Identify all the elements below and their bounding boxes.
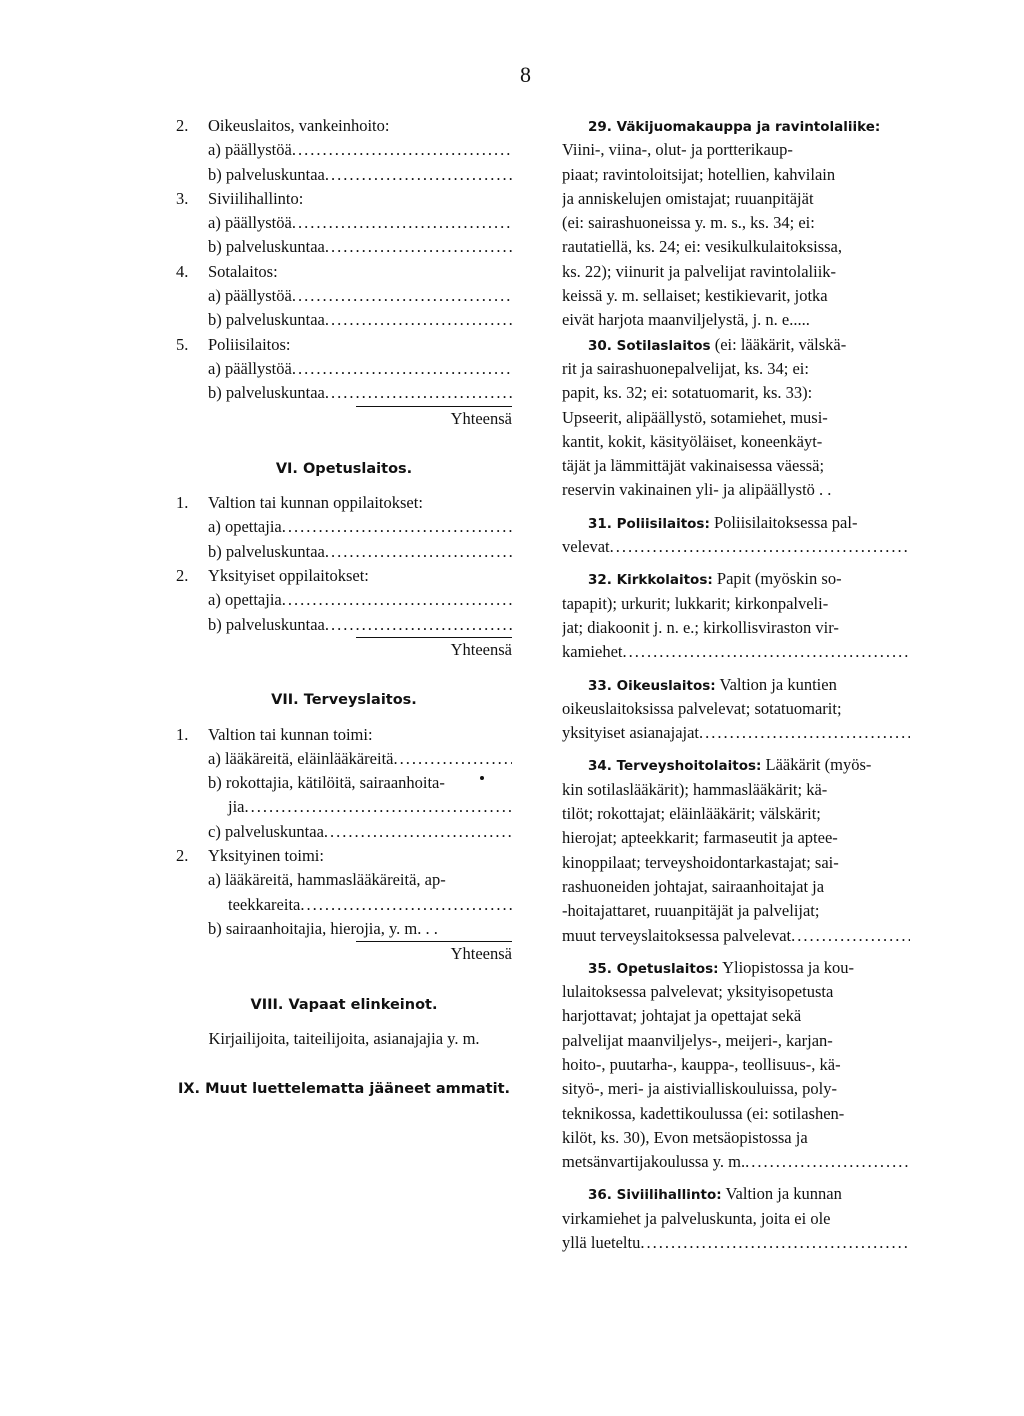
entry-30-line: Upseerit, alipäällystö, sotamiehet, musi- <box>562 407 828 427</box>
entry-34-line: kinoppilaat; terveyshoidontarkastajat; sai- <box>562 852 839 872</box>
entry-29-line: ja anniskelujen omistajat; ruuanpitäjät <box>562 188 814 208</box>
entry-32-line: tapapit); urkurit; lukkarit; kirkonpalveli- <box>562 593 829 613</box>
left-column <box>176 114 512 1101</box>
entry-33-last: yksityiset asianajajat ..... <box>562 721 910 745</box>
vi-2-a: a) opettajia ..... <box>176 588 512 612</box>
section-2-b: b) palveluskuntaa ..... <box>176 163 512 187</box>
section-3-a: a) päällystöä ..... <box>176 211 512 235</box>
entry-32-last: kamiehet ..... <box>562 640 910 664</box>
entry-32-line: jat; diakoonit j. n. e.; kirkollisviraston vir- <box>562 617 839 637</box>
entry-29-line: keissä y. m. sellaiset; kestikievarit, jotka <box>562 286 828 306</box>
page-number: 8 <box>520 62 531 87</box>
section-4-title: 4. Sotalaitos: <box>176 261 278 281</box>
entry-34-line: rashuoneiden johtajat, sairaanhoitajat ja <box>562 876 825 896</box>
vi-1-b: b) palveluskuntaa ..... <box>176 540 512 564</box>
right-column <box>562 114 910 1255</box>
section-5-b: b) palveluskuntaa ..... <box>176 381 512 405</box>
entry-34-line: kin sotilaslääkärit); hammaslääkärit; kä- <box>562 779 828 799</box>
entry-30-line: täjät ja lämmittäjät vakinaisessa väessä; <box>562 456 825 476</box>
entry-29-line: piaat; ravintoloitsijat; hotellien, kahvilain <box>562 164 836 184</box>
vii-1-title: 1. Valtion tai kunnan toimi: <box>176 724 373 744</box>
section-5-title: 5. Poliisilaitos: <box>176 334 291 354</box>
vii-2-a: a) lääkäreitä, hammaslääkäreitä, ap- <box>208 870 446 890</box>
section-vi-heading: VI. Opetuslaitos. <box>275 460 413 477</box>
entry-29-line: ks. 22); viinurit ja palvelijat ravintolaliik- <box>562 261 837 281</box>
section-3-title: 3. Siviilihallinto: <box>176 188 304 208</box>
vii-2-b: b) sairaanhoitajia, hierojia, y. m. . . <box>208 918 438 938</box>
entry-35-line: kilöt, ks. 30), Evon metsäopistossa ja <box>562 1127 808 1147</box>
entry-29-line: Viini-, viina-, olut- ja portterikaup- <box>562 140 793 160</box>
entry-31-last: velevat ..... <box>562 535 910 559</box>
entry-35-line: teknikossa, kadettikoulussa (ei: sotilashen- <box>562 1103 845 1123</box>
entry-30-line: papit, ks. 32; ei: sotatuomarit, ks. 33): <box>562 383 813 403</box>
entry-34-line: -hoitajattaret, ruuanpitäjät ja palvelijat; <box>562 901 820 921</box>
entry-35-line: sityö-, meri- ja aistivialliskouluissa, poly- <box>562 1079 837 1099</box>
vi-2-b: b) palveluskuntaa ..... <box>176 613 512 637</box>
entry-29-line: (ei: sairashuoneissa y. m. s., ks. 34; ei: <box>562 213 815 233</box>
vii-1-c: c) palveluskuntaa ..... <box>176 820 512 844</box>
entry-33-head: 33. Oikeuslaitos: Valtion ja kuntien <box>588 674 837 694</box>
section-5-a: a) päällystöä ..... <box>176 357 512 381</box>
section-4-a: a) päällystöä ..... <box>176 284 512 308</box>
vi-2-title: 2. Yksityiset oppilaitokset: <box>176 566 369 586</box>
entry-36-line: virkamiehet ja palveluskunta, joita ei ole <box>562 1208 831 1228</box>
entry-35-line: palvelijat maanviljelys-, meijeri-, karjan- <box>562 1030 833 1050</box>
entry-35-line: lulaitoksessa palvelevat; yksityisopetusta <box>562 982 834 1002</box>
entry-30-line: reservin vakinainen yli- ja alipäällystö . . <box>562 480 832 500</box>
entry-34-last: muut terveyslaitoksessa palvelevat ..... <box>562 924 910 948</box>
entry-34-line: tilöt; rokottajat; eläinlääkärit; välskärit; <box>562 804 821 824</box>
vii-1-b: b) rokottajia, kätilöitä, sairaanhoita- <box>208 773 445 793</box>
vi-1-a: a) opettajia ..... <box>176 515 512 539</box>
section-2-a: a) päällystöä ..... <box>176 138 512 162</box>
entry-36-last: yllä lueteltu ..... <box>562 1231 910 1255</box>
section-ix-heading: IX. Muut luettelematta jääneet ammatit. <box>177 1081 511 1098</box>
entry-33-line: oikeuslaitoksissa palvelevat; sotatuomarit; <box>562 698 842 718</box>
entry-31-head: 31. Poliisilaitos: Poliisilaitoksessa pal- <box>588 512 858 532</box>
vii-2-title: 2. Yksityinen toimi: <box>176 846 324 866</box>
stray-dot <box>480 776 484 780</box>
total-label: Yhteensä <box>450 944 512 964</box>
entry-30-head: 30. Sotilaslaitos (ei: lääkärit, välskä- <box>588 334 847 354</box>
entry-35-head: 35. Opetuslaitos: Yliopistossa ja kou- <box>588 957 855 977</box>
vii-1-b-cont: jia ..... <box>176 795 512 819</box>
section-3-b: b) palveluskuntaa ..... <box>176 235 512 259</box>
entry-34-head: 34. Terveyshoitolaitos: Lääkärit (myös- <box>588 755 872 775</box>
section-2-title: 2. Oikeuslaitos, vankeinhoito: <box>176 116 390 135</box>
section-viii-text: Kirjailijoita, taiteilijoita, asianajajia y. m. <box>208 1028 480 1048</box>
section-4-b: b) palveluskuntaa ..... <box>176 308 512 332</box>
entry-35-line: harjottavat; johtajat ja opettajat sekä <box>562 1006 802 1026</box>
entry-34-line: hierojat; apteekkarit; farmaseutit ja aptee- <box>562 828 838 848</box>
vii-1-a: a) lääkäreitä, eläinlääkäreitä ..... <box>176 747 512 771</box>
vii-2-a-cont: teekkareita ..... <box>176 893 512 917</box>
entry-30-line: rit ja sairashuonepalvelijat, ks. 34; ei: <box>562 358 809 378</box>
entry-32-head: 32. Kirkkolaitos: Papit (myöskin so- <box>588 569 842 589</box>
total-label: Yhteensä <box>450 639 512 659</box>
entry-35-line: hoito-, puutarha-, kauppa-, teollisuus-, kä- <box>562 1054 841 1074</box>
total-label: Yhteensä <box>450 408 512 428</box>
entry-29-line: eivät harjota maanviljelystä, j. n. e..... <box>562 310 810 330</box>
entry-36-head: 36. Siviilihallinto: Valtion ja kunnan <box>588 1184 842 1204</box>
vi-1-title: 1. Valtion tai kunnan oppilaitokset: <box>176 493 423 513</box>
section-vii-heading: VII. Terveyslaitos. <box>271 692 417 709</box>
entry-30-line: kantit, kokit, käsityöläiset, koneenkäyt- <box>562 431 823 451</box>
entry-35-last: metsänvartijakoulussa y. m. ..... <box>562 1150 910 1174</box>
section-viii-heading: VIII. Vapaat elinkeinot. <box>250 996 438 1013</box>
entry-29-line: rautatiellä, ks. 24; ei: vesikulkulaitoksissa, <box>562 237 842 257</box>
entry-29-head: 29. Väkijuomakauppa ja ravintolaliike: <box>588 119 881 135</box>
